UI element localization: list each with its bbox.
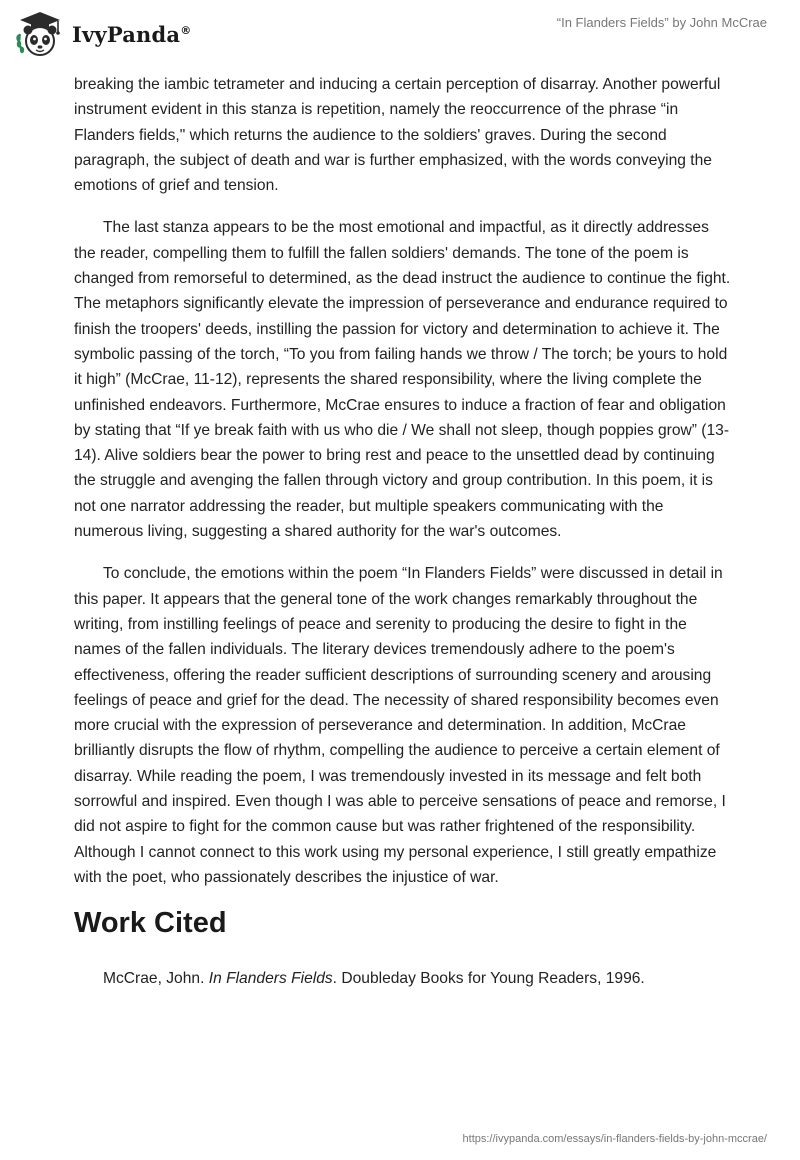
source-url-link[interactable]: https://ivypanda.com/essays/in-flanders-fields-by-john-mccrae/ xyxy=(462,1133,767,1145)
citation-entry xyxy=(74,966,734,991)
citation-author: McCrae, John. xyxy=(103,970,209,988)
document-title: “In Flanders Fields” by John McCrae xyxy=(556,15,767,30)
paragraph: The last stanza appears to be the most emotional and impactful, as it directly addresses the reader, compelling them to fulfill the fallen soldiers' demands. The tone of the poem is changed from remorseful to determined, as the dead instruct the audience to continue the fight. The metaphors significantly elevate the impression of perseverance and endurance required to finish the troopers' deeds, instilling the passion for victory and determination to achieve it. The symbolic passing of the torch, “To you from failing hands we throw / The torch; be yours to hold it high” (McCrae, 11-12), represents the shared responsibility, where the living complete the unfinished endeavors. Furthermore, McCrae ensures to induce a fraction of fear and obligation by stating that “If ye break faith with us who die / We shall not sleep, though poppies grow” (13-14). Alive soldiers bear the power to bring rest and peace to the unsettled dead by continuing the struggle and avenging the fallen through victory and group contribution. In this poem, it is not one narrator addressing the reader, but multiple speakers communicating with the numerous living, suggesting a shared authority for the war's outcomes. xyxy=(74,219,731,541)
paragraph: To conclude, the emotions within the poem “In Flanders Fields” were discussed in detail in this paper. It appears that the general tone of the work changes remarkably throughout the writing, from instilling feelings of peace and serenity to producing the desire to fight in the names of the fallen individuals. The literary devices tremendously adhere to the poem's effectiveness, offering the reader sufficient descriptions of surrounding scenery and arousing feelings of peace and grief for the dead. The necessity of shared responsibility becomes even more crucial with the expression of perseverance and determination. In addition, McCrae brilliantly disrupts the flow of rhythm, compelling the audience to perceive a certain element of disarray. While reading the poem, I was tremendously invested in its message and felt both sorrowful and inspired. Even though I was able to perceive sensations of peace and remorse, I did not aspire to fight for the common cause but was rather frightened of the responsibility. Although I cannot connect to this work using my personal experience, I still greatly empathize with the poet, who passionately describes the injustice of war. xyxy=(74,565,726,886)
brand-name: IvyPanda® xyxy=(72,21,192,47)
ivypanda-logo[interactable] xyxy=(14,10,191,58)
works-cited-heading: Work Cited xyxy=(74,907,227,940)
page-header xyxy=(0,0,800,70)
paragraph: breaking the iambic tetrameter and inducing a certain perception of disarray. Another powerful instrument evident in this stanza is repetition, namely the reoccurrence of the phrase “in Flanders fields," which returns the audience to the soldiers' graves. During the second paragraph, the subject of death and war is further emphasized, with the words conveying the emotions of grief and tension. xyxy=(74,76,721,195)
panda-graduation-cap-icon xyxy=(14,10,66,58)
citation-publisher: . Doubleday Books for Young Readers, 1996. xyxy=(332,970,645,988)
citation-title: In Flanders Fields xyxy=(208,970,333,988)
essay-body xyxy=(74,72,734,991)
